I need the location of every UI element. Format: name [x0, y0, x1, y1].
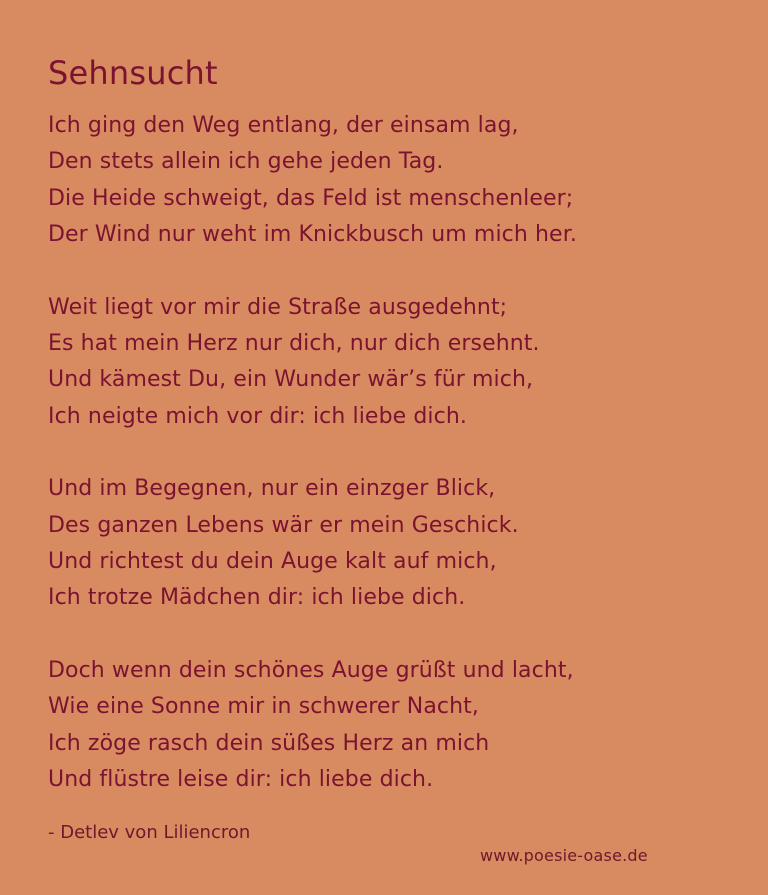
poem-line: Den stets allein ich gehe jeden Tag.: [48, 149, 444, 175]
stanza-2: [48, 290, 738, 436]
website-credit: www.poesie-oase.de: [480, 846, 648, 865]
poem-line: Doch wenn dein schönes Auge grüßt und lacht,: [48, 657, 574, 683]
stanza-3: [48, 471, 738, 617]
poem-line: Ich ging den Weg entlang, der einsam lag,: [48, 113, 519, 138]
poem-line: Und kämest Du, ein Wunder wär’s für mich,: [48, 367, 534, 393]
poem-line: Wie eine Sonne mir in schwerer Nacht,: [48, 694, 479, 720]
poem-line: Ich zöge rasch dein süßes Herz an mich: [48, 730, 490, 756]
stanza-4: [48, 653, 738, 799]
poem-line: Des ganzen Lebens wär er mein Geschick.: [48, 512, 519, 538]
poem-line: Es hat mein Herz nur dich, nur dich ersehnt.: [48, 331, 540, 357]
poem-line: Weit liegt vor mir die Straße ausgedehnt;: [48, 294, 508, 320]
poem-author: - Detlev von Liliencron: [48, 822, 251, 843]
poem-line: Und flüstre leise dir: ich liebe dich.: [48, 767, 434, 793]
poem-title: Sehnsucht: [48, 54, 218, 92]
poem-body: [48, 108, 738, 835]
poem-line: Die Heide schweigt, das Feld ist menschenleer;: [48, 185, 574, 211]
stanza-1: [48, 108, 738, 254]
poem-line: Und richtest du dein Auge kalt auf mich,: [48, 549, 497, 575]
poem-line: Ich neigte mich vor dir: ich liebe dich.: [48, 403, 467, 429]
poem-line: Ich trotze Mädchen dir: ich liebe dich.: [48, 585, 466, 611]
poem-line: Und im Begegnen, nur ein einzger Blick,: [48, 476, 496, 502]
poem-line: Der Wind nur weht im Knickbusch um mich her.: [48, 222, 577, 248]
